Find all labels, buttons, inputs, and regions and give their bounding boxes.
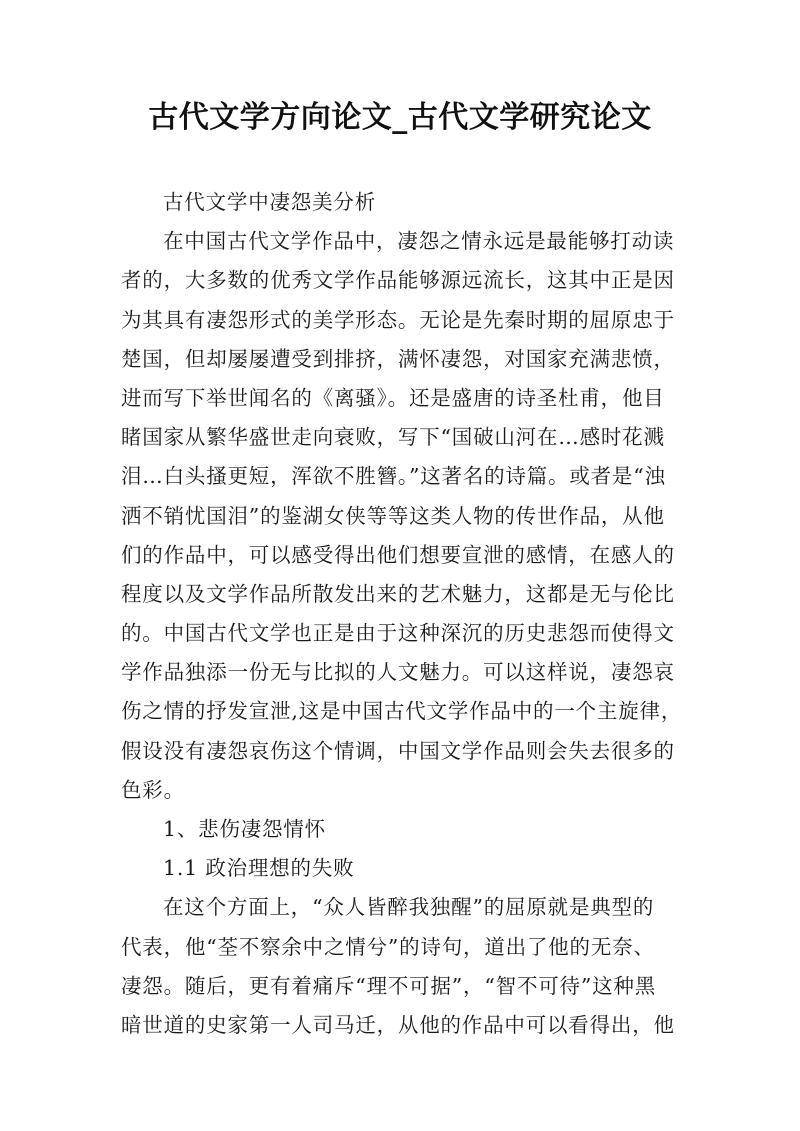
paragraph-line: 泪…白头搔更短，浑欲不胜簪。”这著名的诗篇。或者是“浊 (121, 464, 666, 489)
paragraph-line: 在中国古代文学作品中，凄怨之情永远是最能够打动读 (163, 229, 675, 254)
section-heading: 1、悲伤凄怨情怀 (163, 817, 326, 841)
subsection-heading: 1.1 政治理想的失败 (163, 856, 355, 881)
paragraph-line: 程度以及文学作品所散发出来的艺术魅力，这都是无与伦比 (121, 581, 675, 606)
paragraph-line: 们的作品中，可以感受得出他们想要宣泄的感情，在感人的 (121, 542, 675, 567)
paragraph-line: 伤之情的抒发宣泄,这是中国古代文学作品中的一个主旋律， (121, 699, 683, 724)
paragraph-line: 学作品独添一份无与比拟的人文魅力。可以这样说，凄怨哀 (121, 660, 675, 685)
paragraph-line: 者的，大多数的优秀文学作品能够源远流长，这其中正是因 (121, 268, 675, 293)
paragraph-line: 洒不销忧国泪”的鉴湖女侠等等这类人物的传世作品，从他 (121, 503, 665, 528)
paragraph-line: 为其具有凄怨形式的美学形态。无论是先秦时期的屈原忠于 (121, 307, 675, 332)
paragraph-line: 假设没有凄怨哀伤这个情调，中国文学作品则会失去很多的 (121, 738, 675, 763)
paragraph-line: 暗世道的史家第一人司马迁，从他的作品中可以看得出，他 (121, 1012, 675, 1037)
document-title: 古代文学方向论文_古代文学研究论文 (148, 100, 652, 135)
paragraph-line: 色彩。 (121, 777, 185, 802)
paragraph-line: 楚国，但却屡屡遭受到排挤，满怀凄怨，对国家充满悲愤， (121, 346, 675, 371)
paragraph-line: 代表，他“荃不察余中之情兮”的诗句，道出了他的无奈、 (121, 934, 655, 959)
paragraph-line: 在这个方面上，“众人皆醉我独醒”的屈原就是典型的 (163, 895, 655, 920)
document-body (121, 183, 681, 1045)
paragraph-line: 进而写下举世闻名的《离骚》。还是盛唐的诗圣杜甫，他目 (121, 385, 665, 410)
section-heading: 古代文学中凄怨美分析 (163, 190, 376, 214)
paragraph-line: 睹国家从繁华盛世走向衰败，写下“国破山河在…感时花溅 (121, 425, 665, 450)
paragraph-line: 的。中国古代文学也正是由于这种深沉的历史悲怨而使得文 (121, 621, 675, 646)
paragraph-line: 凄怨。随后，更有着痛斥“理不可据”，“智不可待”这种黑 (121, 973, 657, 998)
